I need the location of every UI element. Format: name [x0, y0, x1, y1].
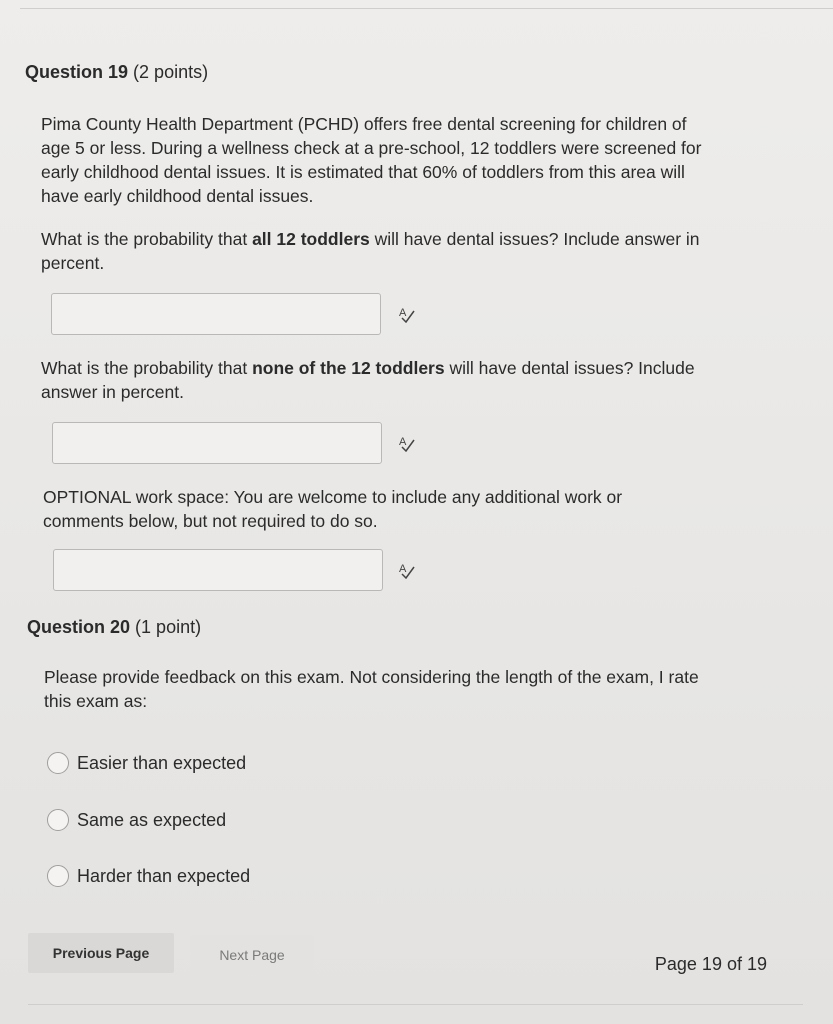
intro-line: have early childhood dental issues.	[41, 186, 314, 206]
spellcheck-icon[interactable]	[398, 561, 416, 579]
top-divider	[20, 8, 833, 9]
option-same[interactable]	[47, 809, 226, 831]
question-19-intro	[41, 112, 801, 208]
radio-button[interactable]	[47, 865, 69, 887]
part2-emphasis: none of the 12 toddlers	[252, 358, 445, 378]
bottom-divider	[28, 1004, 803, 1005]
part1-text: will have dental issues? Include answer in	[369, 229, 700, 249]
radio-button[interactable]	[47, 809, 69, 831]
part1-text: percent.	[41, 253, 105, 273]
intro-line: age 5 or less. During a wellness check at a pre-school, 12 toddlers were screened for	[41, 138, 702, 158]
question-20-number: Question 20	[27, 617, 131, 637]
prompt-line: Please provide feedback on this exam. Not considering the length of the exam, I rate	[44, 667, 699, 687]
question-20-prompt	[44, 665, 804, 713]
previous-page-button[interactable]: Previous Page	[28, 933, 174, 973]
question-19-part1-prompt	[41, 227, 801, 275]
part2-text: will have dental issues? Include	[444, 358, 695, 378]
option-label: Harder than expected	[77, 865, 251, 886]
part1-emphasis: all 12 toddlers	[252, 229, 370, 249]
prompt-line: this exam as:	[44, 691, 148, 711]
option-label: Same as expected	[77, 809, 227, 830]
part2-answer-input[interactable]	[52, 422, 382, 464]
optional-text: OPTIONAL work space: You are welcome to include any additional work or	[43, 487, 623, 507]
svg-text:A: A	[399, 307, 407, 319]
part2-text: What is the probability that	[41, 358, 253, 378]
question-20-points: (1 point)	[135, 617, 202, 637]
intro-line: early childhood dental issues. It is estimated that 60% of toddlers from this area will	[41, 162, 685, 182]
optional-workspace-prompt	[43, 485, 803, 533]
optional-text: comments below, but not required to do so.	[43, 511, 378, 531]
svg-text:A: A	[399, 563, 407, 575]
question-19-heading	[25, 62, 208, 83]
option-easier[interactable]	[47, 752, 246, 774]
option-harder[interactable]	[47, 865, 250, 887]
spellcheck-icon[interactable]	[398, 305, 416, 323]
next-page-button[interactable]: Next Page	[190, 935, 314, 975]
question-19-part2-prompt	[41, 356, 801, 404]
part1-answer-input[interactable]	[51, 293, 381, 335]
svg-text:A: A	[399, 436, 407, 448]
part1-text: What is the probability that	[41, 229, 253, 249]
question-19-points: (2 points)	[133, 62, 209, 82]
optional-workspace-input[interactable]	[53, 549, 383, 591]
radio-button[interactable]	[47, 752, 69, 774]
option-label: Easier than expected	[77, 752, 247, 773]
question-19-number: Question 19	[25, 62, 129, 82]
intro-line: Pima County Health Department (PCHD) offers free dental screening for children of	[41, 114, 687, 134]
question-20-heading	[27, 617, 201, 638]
spellcheck-icon[interactable]	[398, 434, 416, 452]
part2-text: answer in percent.	[41, 382, 184, 402]
page-indicator: Page 19 of 19	[654, 954, 767, 974]
